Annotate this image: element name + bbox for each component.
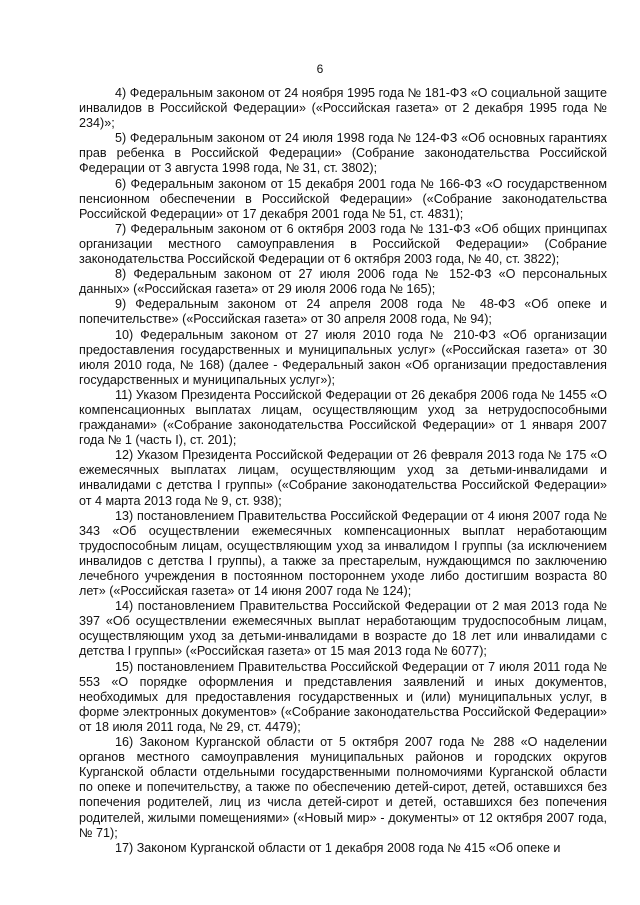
list-item: 14) постановлением Правительства Российской Федерации от 2 мая 2013 года № 397 «Об осуществлении ежемесячных выплат неработающим трудоспособным лицам, осуществляющим уход за детьми-инвалидами в возрасте до 18 лет или инвалидами с детства I группы» («Российская газета» от 15 мая 2013 года № 6077); xyxy=(79,599,607,659)
list-item: 11) Указом Президента Российской Федерации от 26 декабря 2006 года № 1455 «О компенсационных выплатах лицам, осуществляющим уход за нетрудоспособными гражданами» («Собрание законодательства Российской Федерации» от 1 января 2007 года № 1 (часть I), ст. 201); xyxy=(79,387,607,448)
list-item: 6) Федеральным законом от 15 декабря 2001 года № 166-ФЗ «О государственном пенсионном обеспечении в Российской Федерации» («Собрание законодательства Российской Федерации» от 17 декабря 2001 года № 51, ст. 4831); xyxy=(79,176,607,221)
list-item: 9) Федеральным законом от 24 апреля 2008 года № 48-ФЗ «Об опеке и попечительстве» («Российская газета» от 30 апреля 2008 года, № 94); xyxy=(79,297,607,327)
list-item: 10) Федеральным законом от 27 июля 2010 года № 210-ФЗ «Об организации предоставления государственных и муниципальных услуг» («Российская газета» от 30 июля 2010 года, № 168) (далее - Федеральный закон «Об организации предоставления государственных и муниципальных услуг»); xyxy=(79,327,607,387)
list-item: 4) Федеральным законом от 24 ноября 1995 года № 181-ФЗ «О социальной защите инвалидов в Российской Федерации» («Российская газета» от 2 декабря 1995 года № 234)»; xyxy=(79,86,607,131)
list-item: 16) Законом Курганской области от 5 октября 2007 года № 288 «О наделении органов местного самоуправления муниципальных районов и городских округов Курганской области отдельными государственными полномочиями Курганской области по опеке и попечительству, а также по обеспечению детей-сирот, детей, оставшихся без попечения родителей, лиц из числа детей-сирот и детей, оставшихся без попечения родителей, жилыми помещениями» («Новый мир» - документы» от 12 октября 2007 года, № 71); xyxy=(79,735,607,840)
list-item: 17) Законом Курганской области от 1 декабря 2008 года № 415 «Об опеке и xyxy=(115,840,561,855)
page-number: 6 xyxy=(316,62,324,76)
list-item: 8) Федеральным законом от 27 июля 2006 года № 152-ФЗ «О персональных данных» («Российская газета» от 29 июля 2006 года № 165); xyxy=(79,267,607,297)
list-item: 5) Федеральным законом от 24 июля 1998 года № 124-ФЗ «Об основных гарантиях прав ребенка в Российской Федерации» (Собрание законодательства Российской Федерации от 3 августа 1998 года, № 31, ст. 3802); xyxy=(79,131,607,176)
list-item: 13) постановлением Правительства Российской Федерации от 4 июня 2007 года № 343 «Об осуществлении ежемесячных компенсационных выплат неработающим трудоспособным лицам, осуществляющим уход за инвалидом I группы (за исключением инвалидов с детства I группы), а также за престарелым, нуждающимся по заключению лечебного учреждения в постоянном постороннем уходе либо достигшим возраста 80 лет» («Российская газета» от 14 июня 2007 года № 124); xyxy=(79,508,607,599)
list-item: 15) постановлением Правительства Российской Федерации от 7 июля 2011 года № 553 «О порядке оформления и представления заявлений и иных документов, необходимых для предоставления государственных и (или) муниципальных услуг, в форме электронных документов» («Собрание законодательства Российской Федерации» от 18 июля 2011 года, № 29, ст. 4479); xyxy=(79,659,607,734)
document-body xyxy=(79,86,607,856)
list-item: 7) Федеральным законом от 6 октября 2003 года № 131-ФЗ «Об общих принципах организации местного самоуправления в Российской Федерации» (Собрание законодательства Российской Федерации от 6 октября 2003 года, № 40, ст. 3822); xyxy=(79,221,607,267)
list-item: 12) Указом Президента Российской Федерации от 26 февраля 2013 года № 175 «О ежемесячных выплатах лицам, осуществляющим уход за детьми-инвалидами и инвалидами с детства I группы» («Собрание законодательства Российской Федерации» от 4 марта 2013 года № 9, ст. 938); xyxy=(79,448,607,508)
